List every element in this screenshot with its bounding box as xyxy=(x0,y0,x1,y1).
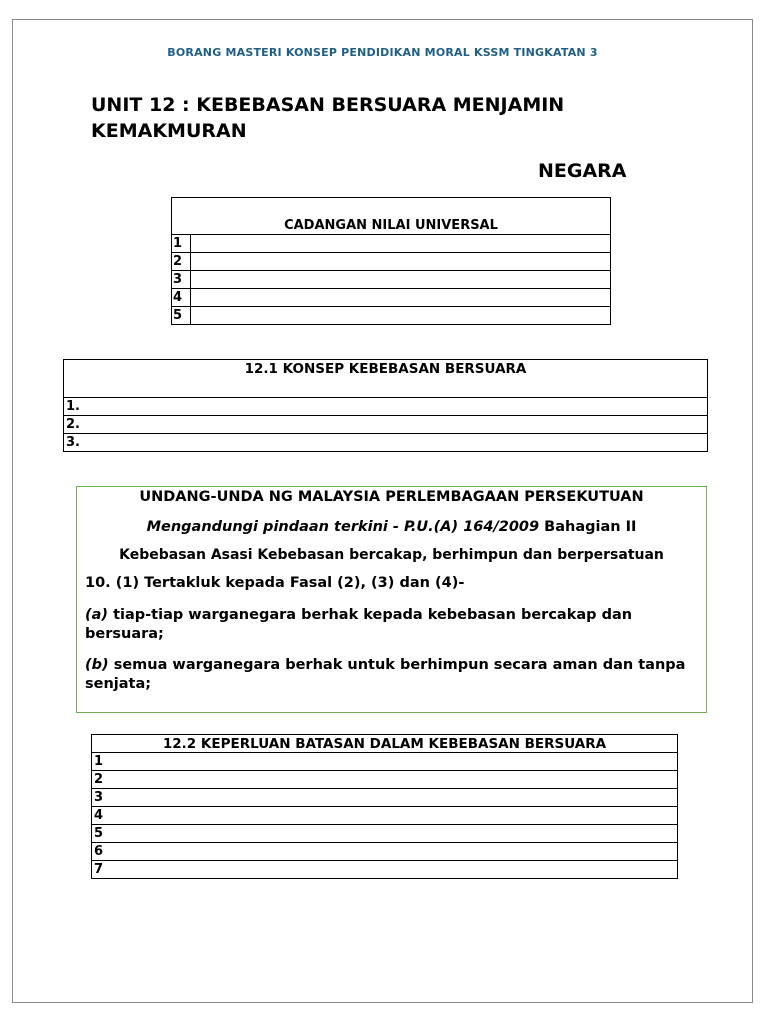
table-row xyxy=(172,235,611,253)
unit-title-line1: UNIT 12 : KEBEBASAN BERSUARA MENJAMIN xyxy=(91,94,565,116)
table-row[interactable] xyxy=(92,789,678,807)
konsep-heading: 12.1 KONSEP KEBEBASAN BERSUARA xyxy=(64,360,708,398)
answer-cell[interactable] xyxy=(191,289,611,307)
batasan-table xyxy=(91,734,678,879)
undang-subtitle-plain: Bahagian II xyxy=(539,519,637,535)
table-row[interactable] xyxy=(92,753,678,771)
nilai-heading: CADANGAN NILAI UNIVERSAL xyxy=(172,198,611,235)
clause-b-label: (b) xyxy=(85,657,109,673)
table-row[interactable] xyxy=(92,843,678,861)
row-number: 4 xyxy=(172,289,191,307)
answer-cell[interactable] xyxy=(191,235,611,253)
konsep-row[interactable]: 3. xyxy=(64,434,708,452)
table-row[interactable] xyxy=(64,434,708,452)
undang-clause: 10. (1) Tertakluk kepada Fasal (2), (3) dan (4)- xyxy=(85,575,465,591)
table-row[interactable] xyxy=(64,398,708,416)
row-number: 5 xyxy=(172,307,191,325)
form-header: BORANG MASTERI KONSEP PENDIDIKAN MORAL KSSM TINGKATAN 3 xyxy=(167,46,598,59)
row-number: 1 xyxy=(172,235,191,253)
clause-a-label: (a) xyxy=(85,607,109,623)
undang-subtitle-italic: Mengandungi pindaan terkini - P.U.(A) 164/2009 xyxy=(146,519,540,535)
unit-title-line3: NEGARA xyxy=(538,160,627,182)
konsep-row[interactable]: 2. xyxy=(64,416,708,434)
answer-cell[interactable] xyxy=(191,253,611,271)
document-page xyxy=(12,19,753,1003)
batasan-row[interactable]: 3 xyxy=(92,789,678,807)
batasan-row[interactable]: 2 xyxy=(92,771,678,789)
table-row[interactable] xyxy=(92,825,678,843)
table-row[interactable] xyxy=(92,807,678,825)
unit-title-line2: KEMAKMURAN xyxy=(91,120,247,142)
answer-cell[interactable] xyxy=(191,271,611,289)
row-number: 3 xyxy=(172,271,191,289)
table-row xyxy=(172,289,611,307)
batasan-row[interactable]: 6 xyxy=(92,843,678,861)
unit-title xyxy=(91,92,651,144)
answer-cell[interactable] xyxy=(191,307,611,325)
table-row xyxy=(172,253,611,271)
clause-b-text: semua warganegara berhak untuk berhimpun secara aman dan tanpa senjata; xyxy=(85,657,686,692)
table-row[interactable] xyxy=(64,416,708,434)
nilai-universal-table xyxy=(171,197,611,325)
undang-clause-a xyxy=(85,606,698,644)
batasan-row[interactable]: 1 xyxy=(92,753,678,771)
undang-subtitle xyxy=(85,519,698,535)
table-row[interactable] xyxy=(92,771,678,789)
undang-undang-box xyxy=(76,486,707,713)
undang-section: Kebebasan Asasi Kebebasan bercakap, berhimpun dan berpersatuan xyxy=(119,547,664,563)
undang-title: UNDANG-UNDA NG MALAYSIA PERLEMBAGAAN PERSEKUTUAN xyxy=(139,489,644,505)
table-row xyxy=(172,307,611,325)
table-row xyxy=(172,271,611,289)
batasan-heading: 12.2 KEPERLUAN BATASAN DALAM KEBEBASAN BERSUARA xyxy=(92,735,678,753)
batasan-row[interactable]: 5 xyxy=(92,825,678,843)
clause-a-text: tiap-tiap warganegara berhak kepada kebebasan bercakap dan bersuara; xyxy=(85,607,633,642)
batasan-row[interactable]: 7 xyxy=(92,861,678,879)
konsep-table xyxy=(63,359,708,452)
batasan-row[interactable]: 4 xyxy=(92,807,678,825)
konsep-row[interactable]: 1. xyxy=(64,398,708,416)
row-number: 2 xyxy=(172,253,191,271)
table-row[interactable] xyxy=(92,861,678,879)
undang-clause-b xyxy=(85,656,698,694)
